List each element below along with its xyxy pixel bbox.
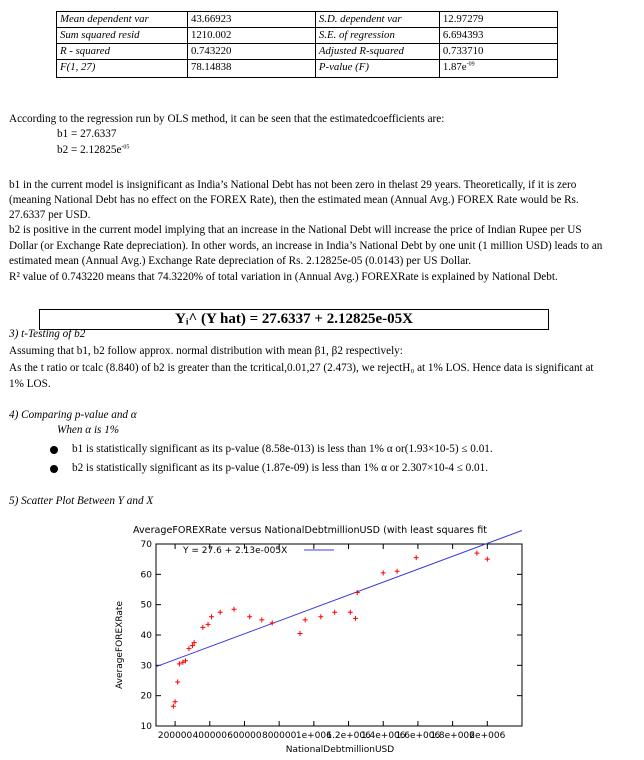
- table-value-cell: 12.97279: [439, 12, 557, 28]
- data-point: [232, 607, 237, 612]
- y-tick-label: 40: [140, 631, 152, 641]
- data-point: [474, 551, 479, 556]
- x-tick-label: 1.6e+006: [395, 731, 441, 741]
- section4-heading: 4) Comparing p-value and α: [9, 409, 137, 421]
- table-label-cell: Sum squared resid: [57, 28, 188, 44]
- table-row: [57, 60, 558, 78]
- section3-heading: 3) t-Testing of b2: [9, 328, 86, 340]
- y-tick-label: 50: [140, 600, 152, 611]
- x-tick-label: 1.8e+006: [430, 731, 475, 741]
- table-row: [57, 44, 558, 60]
- table-label-cell: S.E. of regression: [315, 28, 439, 44]
- section4-subheading: When α is 1%: [57, 424, 120, 436]
- table-label-cell: S.D. dependent var: [315, 12, 439, 28]
- data-point: [485, 557, 490, 562]
- intro-text: According to the regression run by OLS method, it can be seen that the estimatedcoefficients are:: [9, 113, 445, 125]
- table-label-cell: R - squared: [57, 44, 188, 60]
- bullet-dot: [50, 465, 58, 473]
- para3-text: R² value of 0.743220 means that 74.3220% of total variation in (Annual Avg.) FOREXRate is explained by National Debt.: [9, 271, 558, 283]
- regression-equation: Yᵢ^ (Y hat) = 27.6337 + 2.12825e-05X: [39, 309, 549, 330]
- data-point: [173, 699, 178, 704]
- x-tick-label: 2e+006: [469, 731, 506, 741]
- scatter-chart: [108, 520, 544, 758]
- data-point: [186, 646, 191, 651]
- legend-label: Y = 27.6 + 2.13e-005X: [183, 546, 288, 556]
- x-tick-label: 1.4e+006: [360, 731, 406, 741]
- section3-line2: As the t ratio or tcalc (8.840) of b2 is greater than the tcritical,0.01,27 (2.473), we rejectH₀ at 1% LOS. Hence data is significant at: [9, 362, 594, 374]
- table-label-cell: F(1, 27): [57, 60, 188, 78]
- data-point: [303, 617, 308, 622]
- table-value-cell: 1210.002: [187, 28, 315, 44]
- para2-line3: estimated mean (Annual Avg.) Exchange Rate depreciation of Rs. 2.12825e-05 (0.0143) per US Dollar.: [9, 255, 472, 267]
- table-row: [57, 12, 558, 28]
- x-tick-label: 800000: [261, 731, 297, 741]
- data-point: [200, 625, 205, 630]
- data-point: [297, 631, 302, 636]
- b2-value: $b2 = 2.12825e^{-05}$: [57, 144, 130, 156]
- bullet-b2: b2 is statistically significant as its p-value (1.87e-09) is less than 1% α or 2.307×10-4 ≤ 0.01.: [72, 462, 489, 474]
- para2-line2: Dollar (or Exchange Rate depreciation). In other words, an increase in India’s National Debt by one unit (1 million USD) leads to an: [9, 240, 603, 252]
- data-point: [395, 569, 400, 574]
- para1-line3: 27.6337 per USD.: [9, 209, 91, 221]
- table-row: [57, 28, 558, 44]
- x-tick-label: 1e+006: [295, 731, 332, 741]
- x-tick-label: 400000: [192, 731, 227, 741]
- data-point: [318, 614, 323, 619]
- table-value-cell: 78.14838: [187, 60, 315, 78]
- y-tick-label: 20: [140, 691, 152, 702]
- para2-line1: b2 is positive in the current model implying that an increase in the National Debt will increase the price of Indian Rupee per US: [9, 224, 582, 236]
- bullet-b1: b1 is statistically significant as its p-value (8.58e-013) is less than 1% α or(1.93×10-5) ≤ 0.01.: [72, 443, 493, 455]
- table-value-cell: 0.743220: [187, 44, 315, 60]
- data-point: [259, 617, 264, 622]
- y-axis-label: AverageFOREXRate: [115, 601, 125, 689]
- chart-title: AverageFOREXRate versus NationalDebtmillionUSD (with least squares fit: [133, 525, 488, 536]
- section3-line1: Assuming that b1, b2 follow approx. normal distribution with mean β1, β2 respectively:: [9, 345, 403, 357]
- x-tick-label: 1.2e+006: [326, 731, 371, 741]
- section3-line3: 1% LOS.: [9, 378, 51, 390]
- data-point: [209, 614, 214, 619]
- b1-value: b1 = 27.6337: [57, 128, 117, 140]
- table-value-cell: 43.66923: [187, 12, 315, 28]
- data-point: [414, 555, 419, 560]
- chart-plot-area: [141, 530, 522, 741]
- table-label-cell: P-value (F): [315, 60, 439, 78]
- x-tick-label: 200000: [157, 731, 193, 741]
- table-value-cell: 0.733710: [439, 44, 557, 60]
- para1-line2: (meaning National Debt has no effect on the FOREX Rate), then the estimated mean (Annual Avg.) FOREX Rate would be Rs.: [9, 194, 579, 206]
- table-label-cell: Mean dependent var: [57, 12, 188, 28]
- x-tick-label: 600000: [227, 731, 262, 741]
- regression-stats-table: [56, 11, 558, 78]
- data-point: [206, 622, 211, 627]
- y-tick-label: 70: [140, 540, 152, 550]
- data-point: [247, 614, 252, 619]
- y-tick-label: 60: [140, 570, 152, 581]
- data-point: [171, 704, 176, 709]
- data-point: [175, 680, 180, 685]
- section5-heading: 5) Scatter Plot Between Y and X: [9, 495, 154, 507]
- data-point: [218, 610, 223, 615]
- table-value-cell: $1.87e^{-09}$: [439, 60, 557, 78]
- data-point: [332, 610, 337, 615]
- y-tick-label: 30: [140, 661, 152, 672]
- plot-frame: [156, 544, 522, 726]
- data-point: [348, 610, 353, 615]
- table-label-cell: Adjusted R-squared: [315, 44, 439, 60]
- table-value-cell: 6.694393: [439, 28, 557, 44]
- data-point: [353, 616, 358, 621]
- x-axis-label: NationalDebtmillionUSD: [285, 745, 395, 755]
- y-tick-label: 10: [140, 722, 152, 732]
- bullet-dot: [50, 446, 58, 454]
- para1-line1: b1 in the current model is insignificant as India’s National Debt has not been zero in thelast 29 years. Theoretically, if it is zero: [9, 179, 577, 191]
- data-point: [381, 570, 386, 575]
